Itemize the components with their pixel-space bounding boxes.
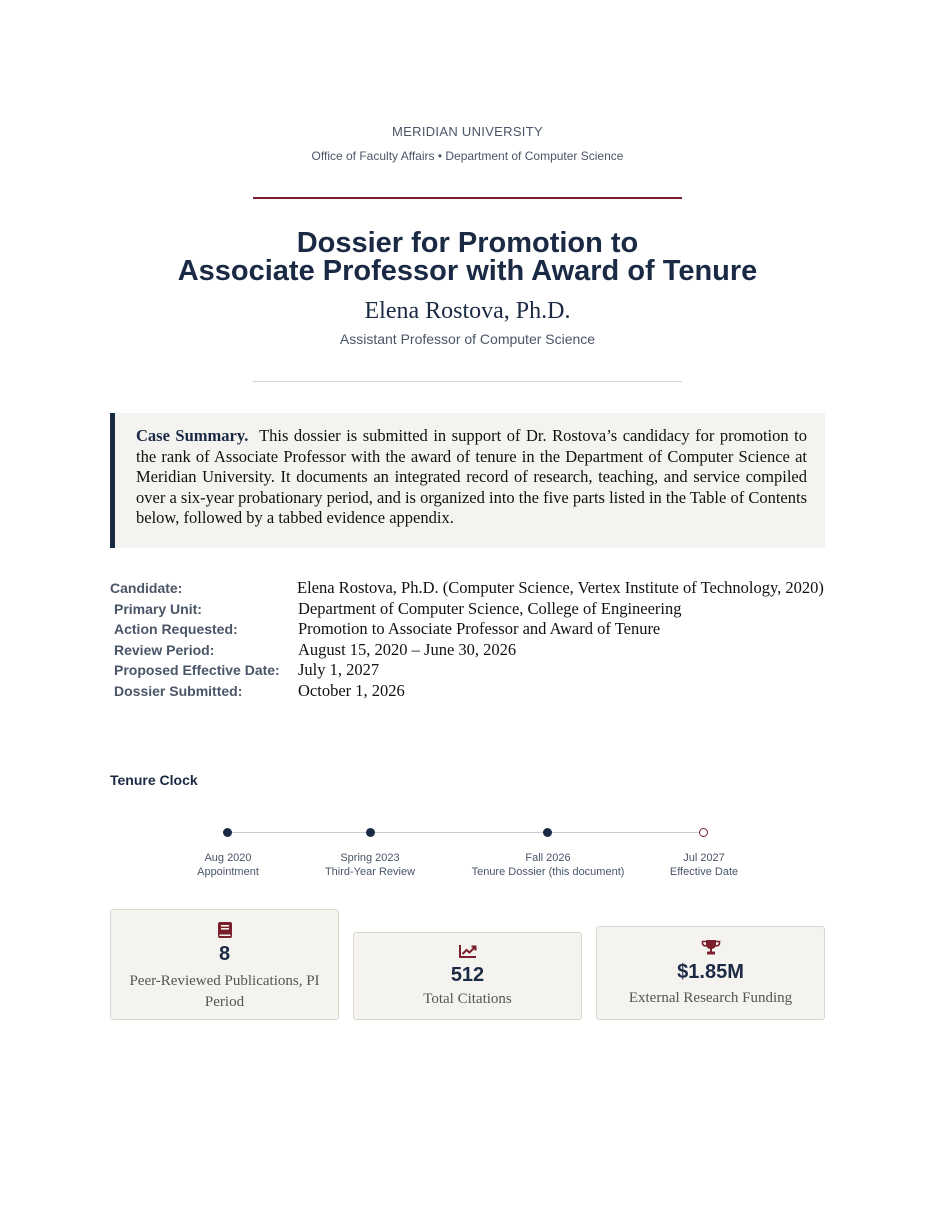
stat-caption: Total Citations (423, 991, 512, 1007)
header-divider (253, 197, 682, 199)
milestone-date: Aug 2020 (204, 852, 252, 864)
timeline-milestone (280, 851, 460, 879)
candidate-rank: Assistant Professor of Computer Science (339, 331, 596, 347)
stat-card-publications (110, 909, 339, 1020)
detail-row-effective-date (110, 660, 830, 681)
stat-value: 512 (450, 964, 485, 986)
detail-value: October 1, 2026 (298, 680, 405, 700)
case-summary-lead: Case Summary. (136, 426, 249, 445)
university-name: MERIDIAN UNIVERSITY (392, 124, 543, 139)
timeline-dot-third-year (366, 828, 375, 837)
detail-row-primary-unit (110, 599, 830, 620)
stat-value: 8 (218, 943, 231, 965)
dossier-details (110, 578, 830, 701)
tenure-clock-title: Tenure Clock (110, 772, 198, 788)
detail-row-action (110, 619, 830, 640)
milestone-date: Spring 2023 (340, 852, 400, 864)
timeline-milestone (458, 851, 638, 879)
detail-row-review-period (110, 640, 830, 661)
detail-label: Dossier Submitted: (114, 682, 243, 699)
milestone-label: Effective Date (669, 866, 739, 878)
timeline-dot-dossier (543, 828, 552, 837)
trophy-icon (701, 939, 721, 955)
timeline-milestone (614, 851, 794, 879)
stat-card-funding (596, 926, 825, 1020)
stat-caption: External Research Funding (628, 990, 793, 1006)
candidate-name: Elena Rostova, Ph.D. (364, 298, 571, 324)
detail-row-candidate (110, 578, 830, 599)
detail-label: Review Period: (114, 641, 215, 658)
title-line-1: Dossier for Promotion to (296, 227, 639, 259)
book-icon (218, 922, 232, 938)
case-summary (110, 413, 825, 548)
case-summary-text: This dossier is submitted in support of Dr. Rostova’s candidacy for promotion to the rank of Associate Professor with the award of tenure in the Department of Computer Science at Meridian University. It documents an integrated record of research, teaching, and service compiled over a six-year probationary period, and is organized into the five parts listed in the Table of Contents below, followed by a tabbed evidence appendix. (136, 426, 807, 527)
detail-value: August 15, 2020 – June 30, 2026 (298, 639, 517, 659)
detail-row-submitted (110, 681, 830, 702)
detail-label: Action Requested: (114, 621, 238, 637)
stat-card-citations (353, 932, 582, 1020)
detail-value: Elena Rostova, Ph.D. (Computer Science, Vertex Institute of Technology, 2020) (297, 578, 824, 597)
detail-value: July 1, 2027 (298, 660, 380, 679)
detail-value: Promotion to Associate Professor and Award of Tenure (298, 619, 661, 638)
stat-value: $1.85M (677, 961, 744, 983)
milestone-date: Jul 2027 (683, 852, 725, 864)
stat-caption: Peer-Reviewed Publications, PI Period (129, 973, 320, 1010)
milestone-label: Third-Year Review (324, 866, 416, 878)
section-divider (253, 381, 682, 382)
office-line: Office of Faculty Affairs • Department of Computer Science (311, 149, 624, 163)
milestone-label: Appointment (197, 866, 259, 878)
timeline-dot-effective (699, 828, 708, 837)
timeline-track (228, 832, 704, 833)
detail-label: Proposed Effective Date: (114, 662, 280, 678)
page-title (0, 229, 935, 285)
detail-value: Department of Computer Science, College of Engineering (298, 598, 682, 618)
milestone-label: Tenure Dossier (this document) (471, 866, 625, 878)
detail-label: Candidate: (110, 580, 183, 596)
timeline-dot-appointment (223, 828, 232, 837)
detail-label: Primary Unit: (114, 600, 202, 617)
milestone-date: Fall 2026 (525, 852, 571, 864)
title-line-2: Associate Professor with Award of Tenure (177, 255, 758, 287)
chart-line-icon (459, 944, 477, 958)
